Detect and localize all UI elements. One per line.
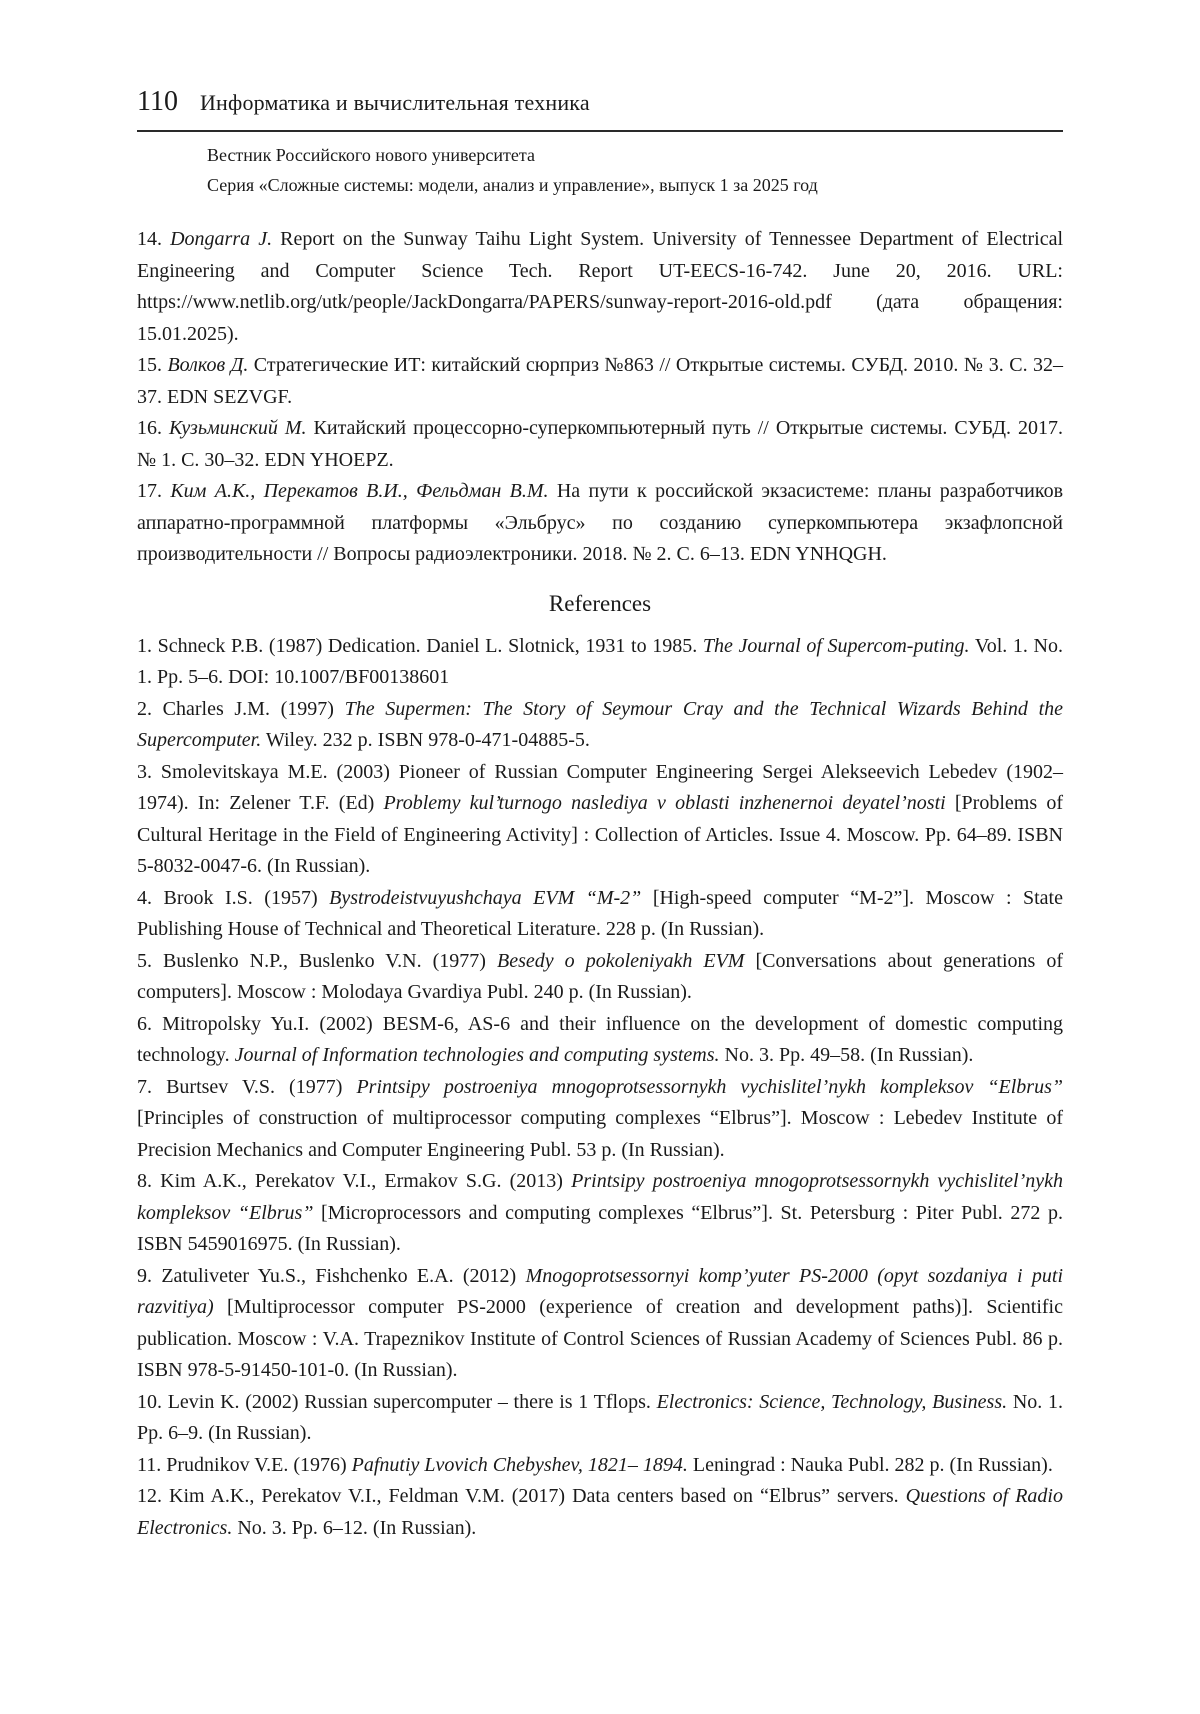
reference-number: 4. <box>137 886 152 909</box>
reference-number: 11. <box>137 1453 162 1476</box>
reference-number: 8. <box>137 1170 152 1192</box>
reference-details: Vol. 1. No. 1. Pp. 5–6. DOI: 10.1007/BF00138601 <box>137 634 1063 688</box>
reference-text: Charles J.M. (1997) <box>152 697 345 720</box>
page <box>137 86 1063 1544</box>
reference-details: [Problems of Cultural Heritage in the Field of Engineering Activity] : Collection of Articles. Issue 4. Moscow. Pp. 64–89. ISBN 5-8032-0047-6. (In Russian). <box>137 792 1063 877</box>
reference-authors: Dongarra J. <box>170 228 273 250</box>
reference-item <box>137 476 1063 571</box>
reference-text: Levin K. (2002) Russian supercomputer – there is 1 Tflops. <box>162 1390 657 1413</box>
reference-authors: Волков Д. <box>167 354 249 376</box>
reference-text: Report on the Sunway Taihu Light System. University of Tennessee Department of Electrical Engineering and Computer Science Tech. Report UT-EECS-16-742. June 20, 2016. URL: https://www.netlib.org/utk/people/JackDongarra/PAPERS/sunway-report-2016-old.pdf (дата обращения: 15.01.2025). <box>137 228 1064 345</box>
reference-authors: Кузьминский М. <box>169 417 307 439</box>
reference-number: 17. <box>137 480 162 502</box>
reference-item <box>137 946 1063 1009</box>
reference-title: The Supermen: The Story of Seymour Cray and the Technical Wizards Behind the Supercomputer. <box>137 697 1063 751</box>
reference-details: [Microprocessors and computing complexes “Elbrus”]. St. Petersburg : Piter Publ. 272 p. ISBN 5459016975. (In Russian). <box>137 1201 1063 1255</box>
running-header <box>137 86 1063 130</box>
reference-item <box>137 1166 1063 1261</box>
reference-text: Mitropolsky Yu.I. (2002) BESM-6, AS-6 and their influence on the development of domestic computing technology. <box>137 1012 1063 1066</box>
reference-item <box>137 1387 1063 1450</box>
references-heading: References <box>548 590 652 616</box>
reference-number: 9. <box>137 1264 152 1287</box>
reference-number: 15. <box>137 354 162 376</box>
reference-title: Mnogoprotsessornyi komp’yuter PS-2000 (opyt sozdaniya i puti razvitiya) <box>137 1264 1063 1318</box>
reference-title: Printsipy postroeniya mnogoprotsessornykh vychislitel’nykh kompleksov “Elbrus” <box>137 1170 1064 1224</box>
reference-details: [Principles of construction of multiprocessor computing complexes “Elbrus”]. Moscow : Lebedev Institute of Precision Mechanics and Computer Engineering Publ. 53 p. (In Russian). <box>137 1107 1063 1161</box>
reference-text: На пути к российской экзасистеме: планы разработчиков аппаратно-программной платформы «Эльбрус» по созданию суперкомпьютера экзафлопсной производительности // Вопросы радиоэлектроники. 2018. № 2. С. 6–13. EDN YNHQGH. <box>137 480 1064 565</box>
reference-number: 12. <box>137 1485 162 1507</box>
reference-text: Стратегические ИТ: китайский сюрприз №863 // Открытые системы. СУБД. 2010. № 3. С. 32–37. EDN SEZVGF. <box>137 354 1064 408</box>
reference-details: [Multiprocessor computer PS-2000 (experience of creation and development paths)]. Scientific publication. Moscow : V.A. Trapeznikov Institute of Control Sciences of Russian Academy of Sciences Publ. 86 p. ISBN 978-5-91450-101-0. (In Russian). <box>137 1296 1063 1381</box>
reference-item <box>137 883 1063 946</box>
reference-number: 14. <box>137 228 162 250</box>
reference-details: No. 3. Pp. 6–12. (In Russian). <box>232 1516 477 1539</box>
reference-item <box>137 1450 1063 1482</box>
reference-details: No. 3. Pp. 49–58. (In Russian). <box>719 1044 974 1066</box>
reference-text: Schneck P.B. (1987) Dedication. Daniel L. Slotnick, 1931 to 1985. <box>152 634 703 657</box>
journal-info <box>207 140 1063 200</box>
journal-name: Вестник Российского нового университета <box>207 145 535 165</box>
reference-text: Китайский процессорно-суперкомпьютерный путь // Открытые системы. СУБД. 2017. № 1. С. 30–32. EDN YHOEPZ. <box>137 417 1063 471</box>
reference-title: The Journal of Supercom-puting. <box>702 634 970 657</box>
reference-item <box>137 631 1063 694</box>
reference-title: Electronics: Science, Technology, Business. <box>656 1390 1008 1413</box>
reference-title: Pafnutiy Lvovich Chebyshev, 1821– 1894. <box>351 1453 688 1476</box>
reference-number: 16. <box>137 417 162 439</box>
reference-number: 6. <box>137 1012 152 1035</box>
journal-series: Серия «Сложные системы: модели, анализ и управление», выпуск 1 за 2025 год <box>207 175 818 195</box>
reference-details: Leningrad : Nauka Publ. 282 p. (In Russian). <box>687 1453 1053 1476</box>
reference-item <box>137 413 1063 476</box>
reference-text: Burtsev V.S. (1977) <box>152 1075 357 1098</box>
reference-item <box>137 694 1063 757</box>
reference-number: 10. <box>137 1390 162 1413</box>
reference-text: Zatuliveter Yu.S., Fishchenko E.A. (2012) <box>152 1264 526 1287</box>
reference-details: [High-speed computer “M-2”]. Moscow : State Publishing House of Technical and Theoretical Literature. 228 p. (In Russian). <box>137 886 1063 940</box>
reference-text: Prudnikov V.E. (1976) <box>161 1453 352 1476</box>
reference-text: Buslenko N.P., Buslenko V.N. (1977) <box>152 949 497 972</box>
reference-number: 3. <box>137 760 152 783</box>
reference-number: 1. <box>137 634 152 657</box>
reference-title: Questions of Radio Electronics. <box>137 1485 1063 1539</box>
reference-item <box>137 1481 1063 1544</box>
reference-item <box>137 350 1063 413</box>
reference-item <box>137 1261 1063 1387</box>
reference-item <box>137 1009 1063 1072</box>
reference-details: [Conversations about generations of computers]. Moscow : Molodaya Gvardiya Publ. 240 p. (In Russian). <box>137 949 1063 1003</box>
reference-list-russian <box>137 224 1063 1544</box>
reference-authors: Ким А.К., Перекатов В.И., Фельдман В.М. <box>170 480 549 502</box>
reference-text: Kim A.K., Perekatov V.I., Ermakov S.G. (2013) <box>152 1170 572 1192</box>
reference-item <box>137 1072 1063 1167</box>
page-number: 110 <box>137 86 178 117</box>
section-title: Информатика и вычислительная техника <box>199 90 590 115</box>
reference-details: Wiley. 232 p. ISBN 978-0-471-04885-5. <box>261 729 590 751</box>
reference-title: Problemy kul’turnogo naslediya v oblasti inzhenernoi deyatel’nosti <box>383 792 946 814</box>
reference-text: Kim A.K., Perekatov V.I., Feldman V.M. (2017) Data centers based on “Elbrus” servers. <box>162 1485 906 1507</box>
reference-title: Printsipy postroeniya mnogoprotsessornykh vychislitel’nykh kompleksov “Elbrus” <box>356 1075 1063 1098</box>
reference-number: 7. <box>137 1075 152 1098</box>
reference-details: No. 1. Pp. 6–9. (In Russian). <box>137 1390 1063 1444</box>
reference-number: 5. <box>137 949 152 972</box>
reference-item <box>137 757 1063 883</box>
reference-number: 2. <box>137 697 152 720</box>
reference-text: Smolevitskaya M.E. (2003) Pioneer of Russian Computer Engineering Sergei Alekseevich Lebedev (1902–1974). In: Zelener T.F. (Ed) <box>137 760 1063 814</box>
reference-item <box>137 224 1063 350</box>
reference-title: Journal of Information technologies and computing systems. <box>234 1044 720 1066</box>
reference-text: Brook I.S. (1957) <box>152 886 330 909</box>
reference-title: Bystrodeistvuyushchaya EVM “M-2” <box>329 886 642 909</box>
header-rule <box>137 130 1063 132</box>
reference-title: Besedy o pokoleniyakh EVM <box>496 949 745 972</box>
